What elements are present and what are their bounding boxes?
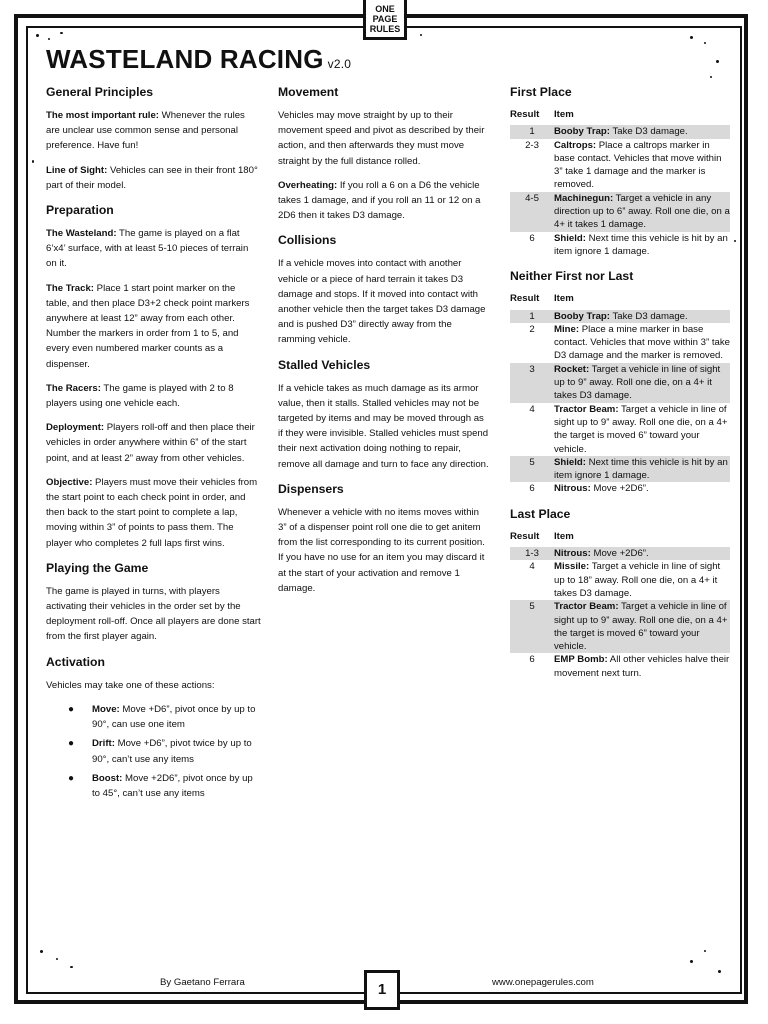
item-label: Shield: bbox=[554, 232, 586, 244]
item-cell bbox=[554, 456, 730, 483]
heading-preparation: Preparation bbox=[46, 203, 114, 218]
result-cell: 2 bbox=[529, 323, 535, 335]
footer-website: www.onepagerules.com bbox=[492, 977, 594, 988]
item-text: Target a vehicle in line of sight up to 9” away. Roll one die, on a 4+ the target is moved 6” toward your vehicle. bbox=[554, 403, 728, 455]
result-cell: 6 bbox=[529, 232, 535, 244]
item-label: Shield: bbox=[554, 456, 586, 468]
item-text: Next time this vehicle is hit by an item ignore 1 damage. bbox=[554, 456, 728, 482]
item-text: Move +2D6”. bbox=[590, 483, 649, 495]
table-row bbox=[510, 125, 730, 138]
item-label: Booby Trap: bbox=[554, 310, 610, 322]
table-row bbox=[510, 456, 730, 483]
bullet-icon: ● bbox=[68, 738, 75, 750]
rule-objective: Objective: Players must move their vehicles from the start point to each check point in order, and then back to the start point to complete a lap, moving within 3” of points to pass them. The player who completes 2 full laps first wins. bbox=[46, 476, 258, 549]
item-cell bbox=[554, 310, 730, 323]
item-label: Missile: bbox=[554, 561, 590, 573]
heading-playing-the-game: Playing the Game bbox=[46, 560, 149, 575]
heading-last-place: Last Place bbox=[510, 506, 571, 521]
column-header-item: Item bbox=[554, 293, 574, 305]
item-cell bbox=[554, 323, 730, 363]
heading-neither-first-nor-last: Neither First nor Last bbox=[510, 269, 634, 284]
column-middle bbox=[278, 84, 490, 605]
result-cell: 4-5 bbox=[510, 192, 554, 232]
item-text: Target a vehicle in any direction up to 6” away. Roll one die, on a 4+ it takes 1 damage. bbox=[554, 192, 730, 231]
result-cell: 1 bbox=[510, 125, 554, 138]
table-row bbox=[510, 600, 730, 653]
item-cell bbox=[554, 139, 730, 192]
item-cell bbox=[554, 482, 730, 495]
item-text: Move +2D6”. bbox=[590, 548, 649, 560]
item-label: Machinegun: bbox=[554, 192, 614, 204]
item-text: Take D3 damage. bbox=[609, 310, 688, 322]
heading-activation: Activation bbox=[46, 654, 105, 669]
item-label: Tractor Beam: bbox=[554, 601, 619, 613]
table-row bbox=[510, 310, 730, 323]
item-text: Place a mine marker in base contact. Vehicles that move within 3” take D3 damage and the marker is removed. bbox=[554, 323, 730, 362]
column-header-result: Result bbox=[510, 109, 540, 120]
item-label: Nitrous: bbox=[554, 548, 591, 560]
item-label: Mine: bbox=[554, 323, 580, 335]
item-cell bbox=[554, 560, 730, 600]
heading-stalled-vehicles: Stalled Vehicles bbox=[278, 357, 371, 372]
item-label: Nitrous: bbox=[554, 483, 591, 495]
version-label: v2.0 bbox=[327, 57, 352, 71]
footer-author: By Gaetano Ferrara bbox=[160, 977, 245, 988]
title-text: WASTELAND RACING bbox=[46, 44, 324, 74]
table-row bbox=[510, 403, 730, 456]
item-text: Take D3 damage. bbox=[609, 126, 688, 138]
column-header-item: Item bbox=[554, 530, 574, 542]
activation-intro: Vehicles may take one of these actions: bbox=[46, 679, 215, 691]
table-last-place bbox=[510, 530, 730, 680]
rule-movement: Vehicles may move straight by up to their movement speed and pivot as described by their action, and then afterwards they must move straight by the full distance rolled. bbox=[278, 110, 485, 167]
result-cell: 6 bbox=[529, 654, 535, 666]
item-label: Caltrops: bbox=[554, 139, 597, 151]
bullet-icon: ● bbox=[68, 772, 75, 784]
item-text: All other vehicles halve their movement next turn. bbox=[554, 654, 730, 679]
result-cell: 2-3 bbox=[525, 139, 539, 151]
result-cell: 5 bbox=[510, 600, 554, 653]
item-cell bbox=[554, 600, 730, 653]
item-cell bbox=[554, 192, 730, 232]
heading-movement: Movement bbox=[278, 85, 339, 99]
table-row bbox=[510, 653, 730, 680]
heading-dispensers: Dispensers bbox=[278, 481, 344, 496]
result-cell: 3 bbox=[510, 363, 554, 403]
rule-overheating: Overheating: If you roll a 6 on a D6 the vehicle takes 1 damage, and if you roll an 11 or 12 on a 2D6 then it takes D3 damage. bbox=[278, 179, 481, 222]
table-row bbox=[510, 192, 730, 232]
rule-deployment: Deployment: Players roll-off and then place their vehicles in order anywhere within 6” of the start point, and at least 2” away from other vehicles. bbox=[46, 422, 255, 464]
item-cell bbox=[554, 403, 730, 456]
item-cell bbox=[554, 363, 730, 403]
page-title bbox=[46, 44, 351, 75]
bullet-icon: ● bbox=[68, 703, 75, 715]
heading-first-place: First Place bbox=[510, 85, 572, 99]
item-text: Target a vehicle in line of sight up to 9” away. Roll one die, on a 4+ the target is moved 6” toward your vehicle. bbox=[554, 601, 728, 653]
rule-playing: The game is played in turns, with players activating their vehicles in the order set by the deployment roll-off. Once all players are done start from the first player again. bbox=[46, 585, 261, 643]
item-label: Tractor Beam: bbox=[554, 403, 619, 415]
activation-list bbox=[46, 702, 261, 801]
one-page-rules-logo: ONE PAGE RULES bbox=[363, 0, 407, 40]
rule-stalled: If a vehicle takes as much damage as its armor value, then it stalls. Stalled vehicles may not be targeted by items and may be moved through as if they were invisible. Stalled vehicles must spend their next activation doing nothing to repair, remove all damage and turn to face any direction. bbox=[278, 382, 489, 470]
item-cell bbox=[554, 125, 730, 138]
heading-general-principles: General Principles bbox=[46, 85, 154, 99]
column-header-result: Result bbox=[510, 530, 540, 542]
item-label: Booby Trap: bbox=[554, 126, 610, 138]
table-row bbox=[510, 139, 730, 192]
result-cell: 1 bbox=[510, 310, 554, 323]
column-left bbox=[46, 84, 261, 805]
rule-racers: The Racers: The game is played with 2 to 8 players using one vehicle each. bbox=[46, 382, 234, 410]
item-label: EMP Bomb: bbox=[554, 654, 608, 666]
list-item-drift: ● Drift: Move +D6”, pivot twice by up to 90°, can’t use any items bbox=[68, 738, 252, 765]
item-text: Target a vehicle in line of sight up to 18” away. Roll one die, on a 4+ it takes D3 damage. bbox=[554, 561, 721, 599]
item-text: Next time this vehicle is hit by an item ignore 1 damage. bbox=[554, 232, 728, 257]
rule-track: The Track: Place 1 start point marker on the table, and then place D3+2 check point markers anywhere at least 12” away from each other. Number the markers in order from 1 to 5, and every even numbered marker counts as a dispenser. bbox=[46, 282, 250, 370]
list-item-move: ● Move: Move +D6”, pivot once by up to 90°, can use one item bbox=[68, 703, 256, 731]
rule-most-important: The most important rule: Whenever the rules are unclear use common sense and personal preference. Have fun! bbox=[46, 110, 245, 152]
heading-collisions: Collisions bbox=[278, 233, 337, 248]
table-row bbox=[510, 560, 730, 600]
column-header-result: Result bbox=[510, 293, 540, 305]
table-row bbox=[510, 547, 730, 560]
table-row bbox=[510, 482, 730, 495]
item-text: Target a vehicle in line of sight up to 9” away. Roll one die, on a 4+ it takes D3 damage. bbox=[554, 363, 721, 402]
item-cell bbox=[554, 547, 730, 560]
table-row bbox=[510, 232, 730, 259]
rule-collisions: If a vehicle moves into contact with another vehicle or a piece of hard terrain it takes D3 damage and stops. If it moved into contact with another vehicle then the target takes D3 damage and is pushed D3” directly away from the ramming vehicle. bbox=[278, 258, 486, 346]
rule-dispensers: Whenever a vehicle with no items moves within 3” of a dispenser point roll one die to get anitem from the list corresponding to its current position. If you have no use for an item you may discard it at the start of your activation and remove 1 damage. bbox=[278, 506, 485, 594]
item-label: Rocket: bbox=[554, 363, 590, 375]
result-cell: 5 bbox=[510, 456, 554, 483]
rule-line-of-sight: Line of Sight: Vehicles can see in their front 180° part of their model. bbox=[46, 164, 258, 191]
column-header-item: Item bbox=[554, 109, 574, 120]
table-row bbox=[510, 363, 730, 403]
item-text: Place a caltrops marker in base contact. Vehicles that move within 3” take 1 damage and the marker is removed. bbox=[554, 139, 722, 191]
page-number: 1 bbox=[364, 970, 400, 1010]
item-cell bbox=[554, 653, 730, 680]
column-right bbox=[510, 84, 732, 690]
table-first-place bbox=[510, 108, 730, 258]
table-neither-first-nor-last bbox=[510, 292, 730, 495]
table-row bbox=[510, 323, 730, 363]
item-cell bbox=[554, 232, 730, 259]
rule-wasteland: The Wasteland: The game is played on a flat 6’x4’ surface, with at least 5-10 pieces of terrain on it. bbox=[46, 228, 249, 270]
result-cell: 6 bbox=[529, 483, 535, 495]
result-cell: 1-3 bbox=[510, 547, 554, 560]
result-cell: 4 bbox=[529, 403, 535, 415]
list-item-boost: ● Boost: Move +2D6”, pivot once by up to 45°, can’t use any items bbox=[68, 772, 253, 799]
result-cell: 4 bbox=[529, 561, 535, 573]
